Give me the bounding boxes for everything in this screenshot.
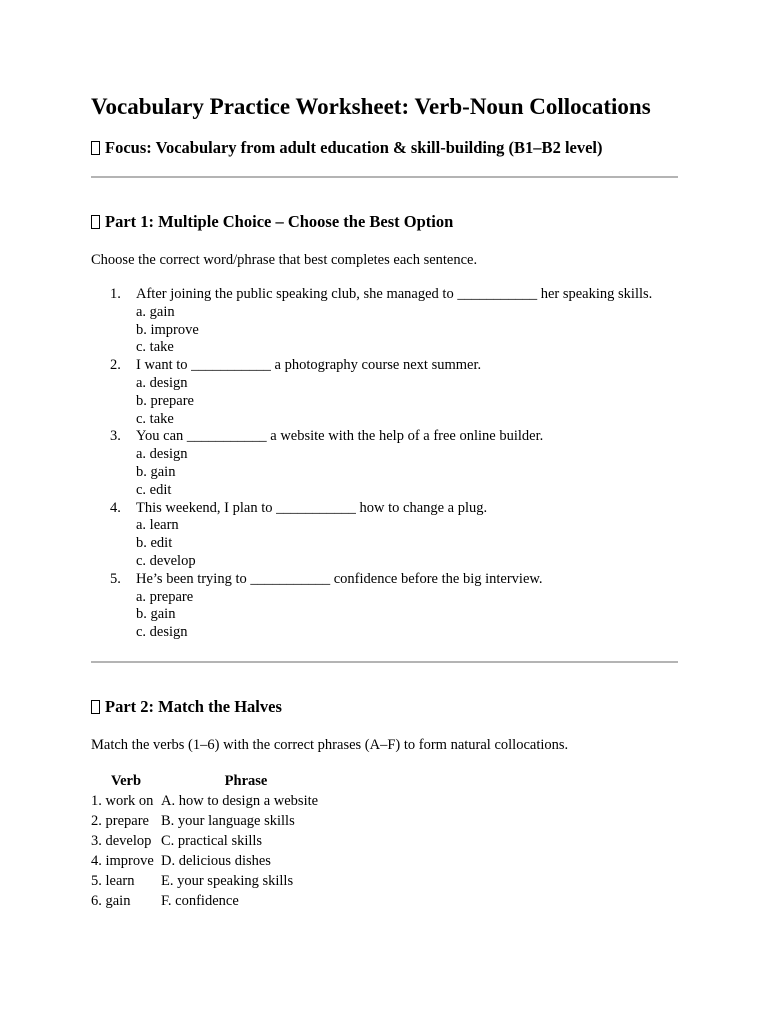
phrase-cell: F. confidence bbox=[161, 893, 239, 909]
answer-option: c. design bbox=[136, 624, 188, 641]
answer-option: a. prepare bbox=[136, 588, 194, 605]
table-header-row bbox=[91, 771, 331, 791]
focus-line bbox=[91, 137, 603, 159]
phrase-cell: C. practical skills bbox=[161, 833, 263, 849]
table-row bbox=[91, 811, 331, 831]
verb-cell: 3. develop bbox=[91, 833, 152, 849]
question-text: I want to ___________ a photography course next summer. bbox=[136, 357, 482, 374]
table-row bbox=[91, 831, 331, 851]
phrase-cell: B. your language skills bbox=[161, 813, 295, 829]
table-row bbox=[91, 891, 331, 911]
phrase-cell: E. your speaking skills bbox=[161, 873, 294, 889]
question-text: This weekend, I plan to ___________ how to change a plug. bbox=[136, 499, 488, 516]
part2-heading bbox=[91, 696, 282, 718]
question-item bbox=[91, 286, 652, 357]
answer-option: b. prepare bbox=[136, 392, 194, 409]
question-number: 3. bbox=[110, 428, 121, 445]
question-number: 2. bbox=[110, 357, 121, 374]
answer-option: b. gain bbox=[136, 463, 176, 480]
verb-cell: 2. prepare bbox=[91, 813, 149, 829]
part2-heading-text: Part 2: Match the Halves bbox=[105, 697, 282, 716]
question-text: After joining the public speaking club, she managed to ___________ her speaking skills. bbox=[136, 286, 653, 302]
part1-heading-text: Part 1: Multiple Choice – Choose the Best Option bbox=[105, 212, 454, 231]
answer-option: c. develop bbox=[136, 552, 196, 569]
table-row bbox=[91, 791, 331, 811]
question-text: You can ___________ a website with the help of a free online builder. bbox=[136, 428, 544, 445]
verb-cell: 4. improve bbox=[91, 853, 154, 869]
question-item bbox=[91, 500, 652, 571]
missing-glyph-box-icon bbox=[91, 141, 100, 155]
section-divider bbox=[91, 661, 678, 663]
verb-cell: 6. gain bbox=[91, 893, 131, 909]
part1-heading bbox=[91, 211, 453, 233]
answer-option: a. learn bbox=[136, 517, 179, 534]
answer-option: b. improve bbox=[136, 321, 199, 338]
answer-option: c. take bbox=[136, 339, 174, 356]
verb-cell: 1. work on bbox=[91, 793, 154, 809]
phrase-cell: D. delicious dishes bbox=[161, 853, 271, 869]
question-text: He’s been trying to ___________ confidence before the big interview. bbox=[136, 570, 543, 587]
answer-option: b. edit bbox=[136, 535, 173, 552]
question-item bbox=[91, 428, 652, 499]
answer-option: a. design bbox=[136, 374, 188, 391]
missing-glyph-box-icon bbox=[91, 215, 100, 229]
page-title: Vocabulary Practice Worksheet: Verb-Noun Collocations bbox=[91, 94, 651, 119]
table-row bbox=[91, 871, 331, 891]
question-number: 4. bbox=[110, 499, 121, 516]
answer-option: a. gain bbox=[136, 303, 175, 320]
answer-option: b. gain bbox=[136, 606, 176, 623]
question-number: 5. bbox=[110, 570, 121, 587]
question-number: 1. bbox=[110, 286, 121, 302]
table-row bbox=[91, 851, 331, 871]
answer-option: c. edit bbox=[136, 481, 172, 498]
matching-table bbox=[91, 771, 331, 911]
answer-option: a. design bbox=[136, 446, 188, 463]
answer-option: c. take bbox=[136, 410, 174, 427]
column-header-verb: Verb bbox=[110, 773, 142, 789]
missing-glyph-box-icon bbox=[91, 700, 100, 714]
verb-cell: 5. learn bbox=[91, 873, 135, 889]
part2-instructions: Match the verbs (1–6) with the correct phrases (A–F) to form natural collocations. bbox=[91, 737, 569, 753]
question-list bbox=[91, 286, 652, 642]
part1-instructions: Choose the correct word/phrase that best completes each sentence. bbox=[91, 252, 478, 268]
section-divider bbox=[91, 176, 678, 178]
question-item bbox=[91, 357, 652, 428]
column-header-phrase: Phrase bbox=[224, 773, 268, 789]
question-item bbox=[91, 571, 652, 642]
phrase-cell: A. how to design a website bbox=[161, 793, 319, 809]
focus-text: Focus: Vocabulary from adult education & skill-building (B1–B2 level) bbox=[105, 138, 603, 157]
